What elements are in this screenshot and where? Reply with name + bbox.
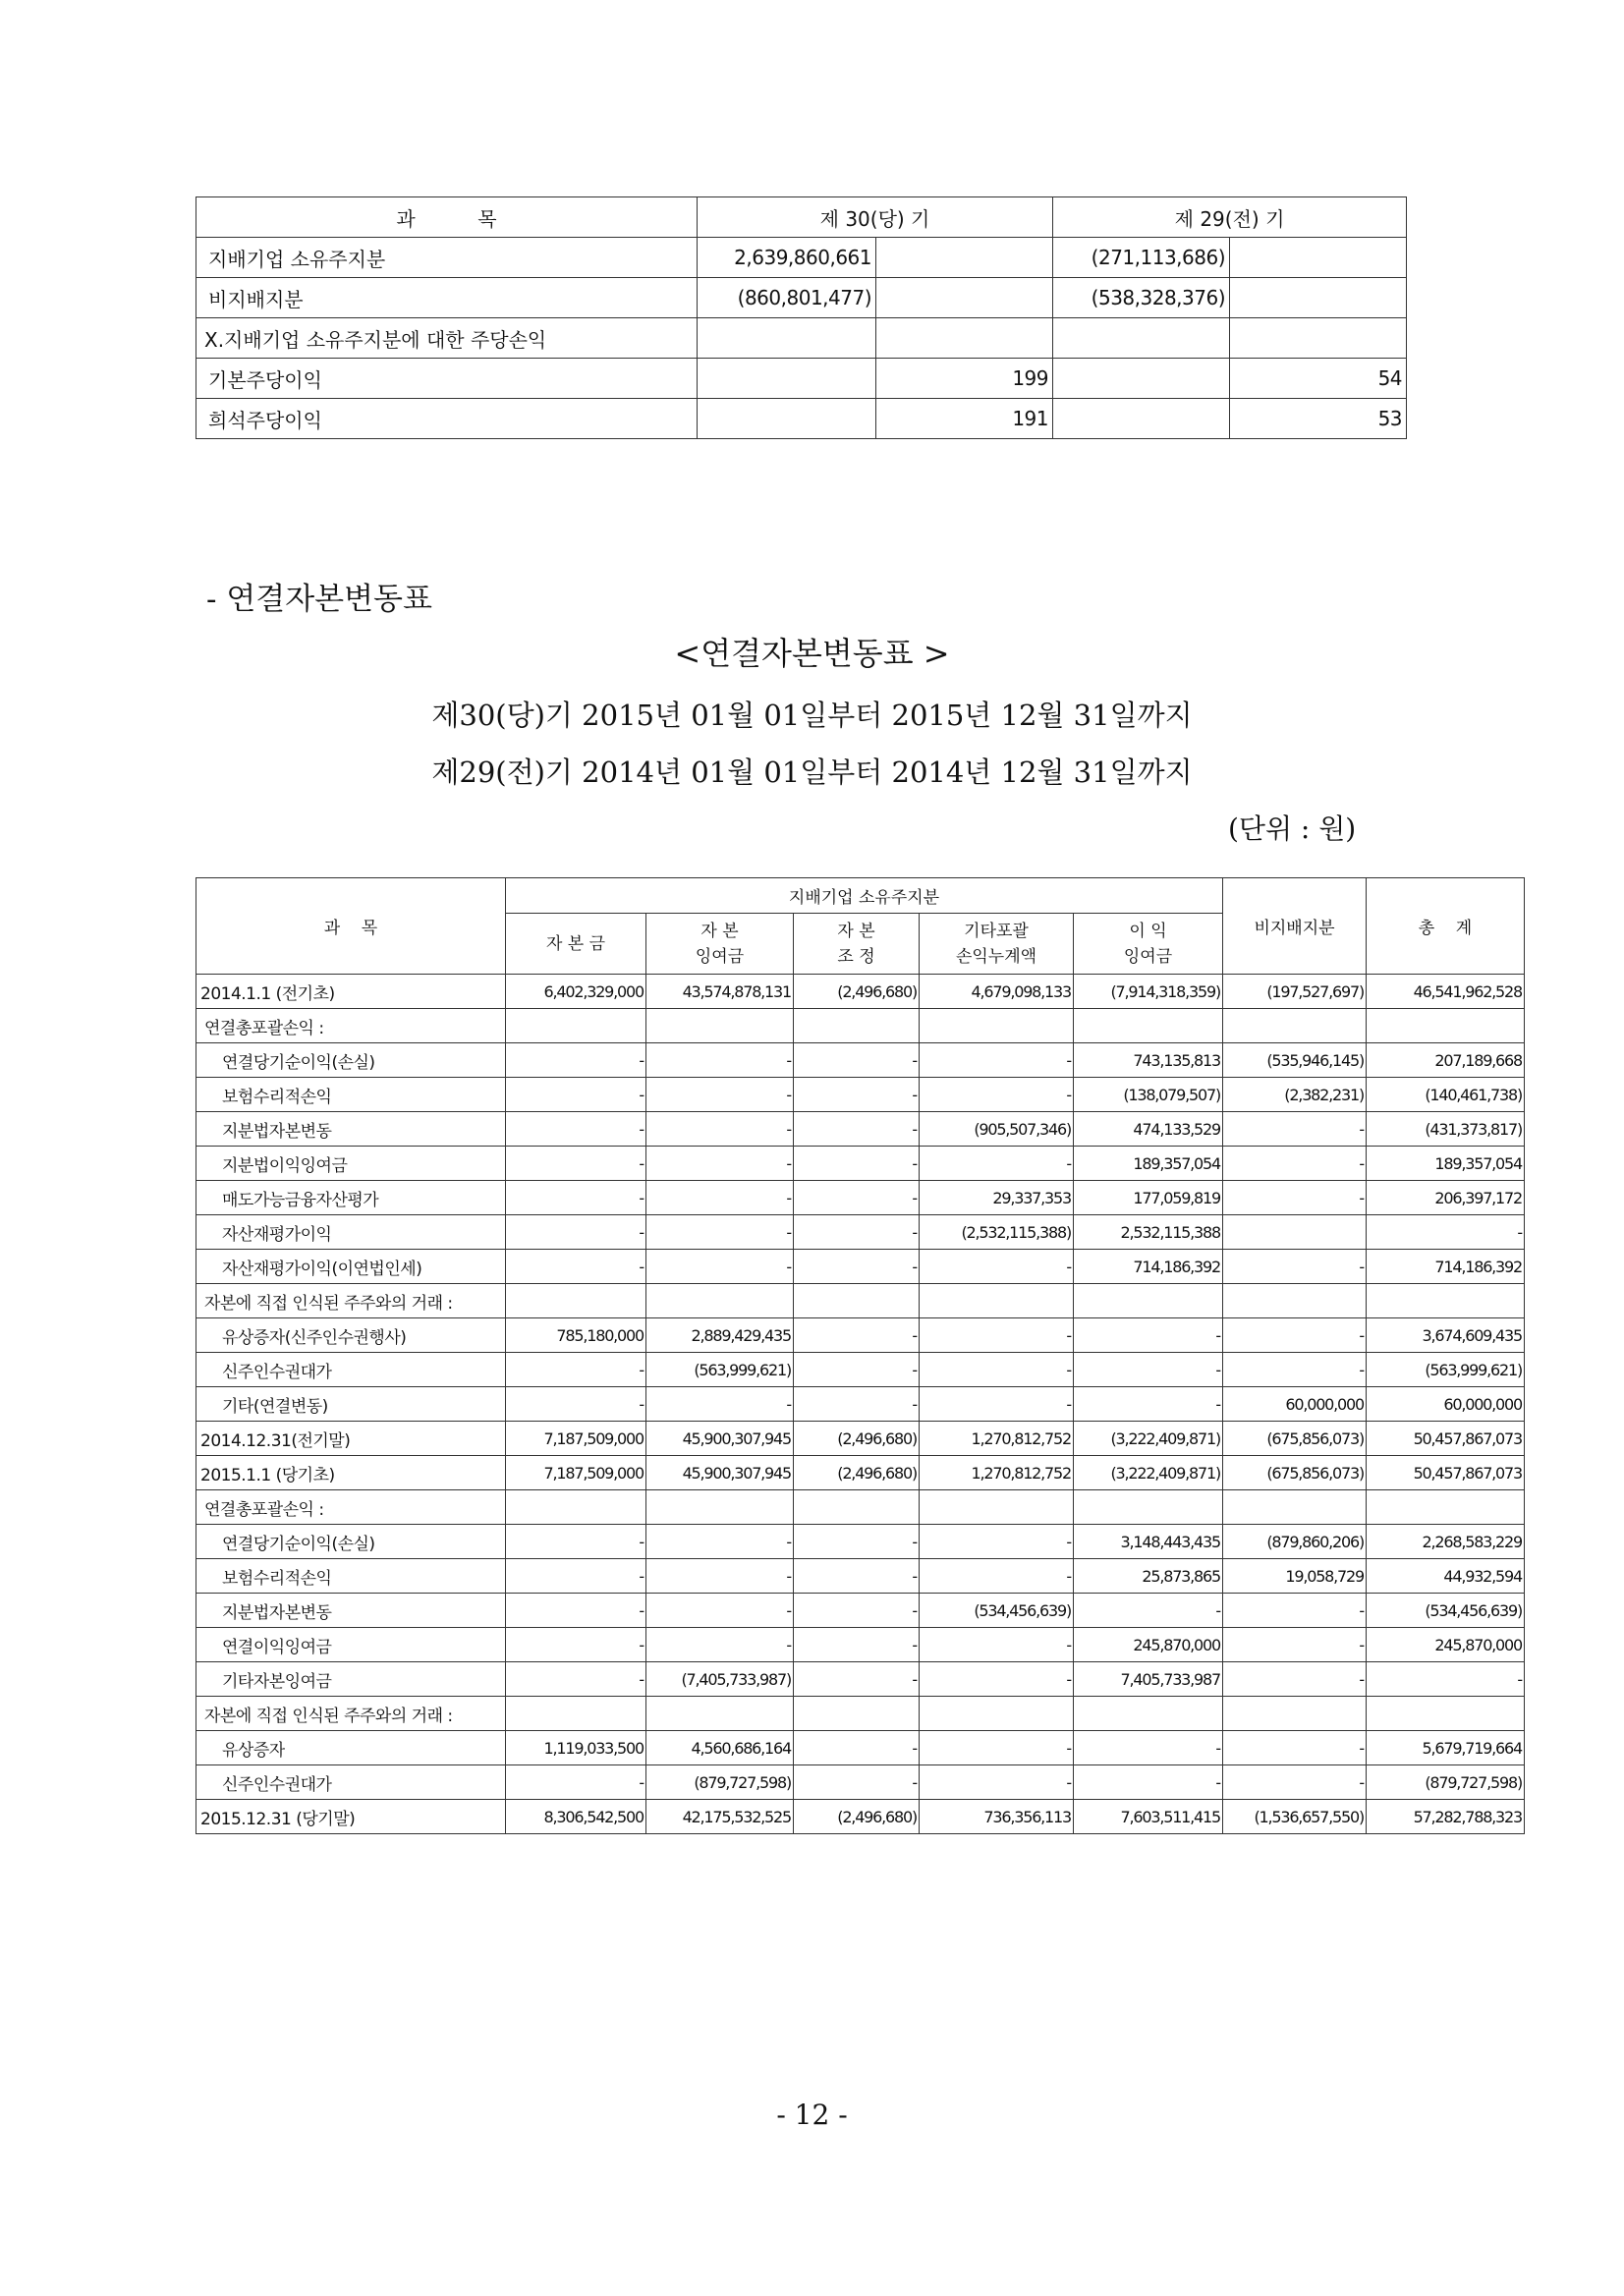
cell-non-controlling: (2,382,231) <box>1223 1078 1367 1112</box>
row-label: 2015.1.1 (당기초) <box>196 1456 506 1490</box>
cell-capital-adjustment: - <box>794 1147 920 1181</box>
equity-table-row <box>196 1594 1525 1628</box>
equity-table-row <box>196 1078 1525 1112</box>
header-controlling-interest: 지배기업 소유주지분 <box>506 878 1223 914</box>
row-label: 신주인수권대가 <box>196 1353 506 1387</box>
cell-non-controlling: - <box>1223 1594 1367 1628</box>
row-label: 자본에 직접 인식된 주주와의 거래 : <box>196 1697 506 1731</box>
header-capital-adjustment-line1: 자 본 <box>837 921 875 941</box>
cell-capital-adjustment: (2,496,680) <box>794 1456 920 1490</box>
header-capital-stock <box>506 914 646 975</box>
header-capital-stock-label: 자 본 금 <box>545 933 606 954</box>
statement-title: <연결자본변동표 > <box>674 635 950 672</box>
cell-retained-earnings: (138,079,507) <box>1074 1078 1223 1112</box>
equity-table-row <box>196 1353 1525 1387</box>
cell-retained-earnings: 189,357,054 <box>1074 1147 1223 1181</box>
equity-table-row <box>196 1318 1525 1353</box>
cell-capital-surplus: - <box>646 1043 794 1078</box>
cell-retained-earnings: 245,870,000 <box>1074 1628 1223 1662</box>
cell-retained-earnings: 743,135,813 <box>1074 1043 1223 1078</box>
cell-capital-stock: 1,119,033,500 <box>506 1731 646 1765</box>
header-retained-earnings-line1: 이 익 <box>1129 921 1167 941</box>
cell-capital-surplus: - <box>646 1628 794 1662</box>
cell-capital-stock: - <box>506 1525 646 1559</box>
cell-total <box>1367 1697 1525 1731</box>
cell-capital-surplus: 45,900,307,945 <box>646 1422 794 1456</box>
header-aoci-line2: 손익누계액 <box>955 946 1037 967</box>
cell-capital-stock: - <box>506 1628 646 1662</box>
cell-non-controlling: - <box>1223 1147 1367 1181</box>
cell-capital-adjustment: - <box>794 1628 920 1662</box>
current-value <box>876 238 1053 278</box>
cell-retained-earnings: 25,873,865 <box>1074 1559 1223 1594</box>
cell-aoci: - <box>920 1765 1074 1800</box>
cell-aoci: 1,270,812,752 <box>920 1422 1074 1456</box>
cell-aoci: - <box>920 1731 1074 1765</box>
cell-capital-adjustment: - <box>794 1112 920 1147</box>
cell-capital-adjustment <box>794 1490 920 1525</box>
cell-non-controlling <box>1223 1697 1367 1731</box>
header-capital-surplus-line2: 잉여금 <box>695 946 745 967</box>
cell-capital-surplus: - <box>646 1387 794 1422</box>
cell-total: 50,457,867,073 <box>1367 1422 1525 1456</box>
prior-value <box>1230 238 1407 278</box>
row-label: 연결이익잉여금 <box>196 1628 506 1662</box>
equity-table-row <box>196 1147 1525 1181</box>
cell-capital-surplus: (7,405,733,987) <box>646 1662 794 1697</box>
row-label: 자본에 직접 인식된 주주와의 거래 : <box>196 1284 506 1318</box>
cell-capital-adjustment: - <box>794 1731 920 1765</box>
current-sub-value <box>698 318 876 359</box>
header-capital-adjustment-line2: 조 정 <box>837 946 875 967</box>
cell-retained-earnings: - <box>1074 1731 1223 1765</box>
cell-total: - <box>1367 1215 1525 1250</box>
cell-capital-stock: - <box>506 1559 646 1594</box>
cell-non-controlling <box>1223 1490 1367 1525</box>
cell-aoci: 4,679,098,133 <box>920 975 1074 1009</box>
cell-aoci: - <box>920 1147 1074 1181</box>
cell-capital-adjustment: - <box>794 1559 920 1594</box>
cell-total: 207,189,668 <box>1367 1043 1525 1078</box>
cell-capital-stock <box>506 1009 646 1043</box>
equity-table-row <box>196 1731 1525 1765</box>
row-label: 보험수리적손익 <box>196 1078 506 1112</box>
cell-non-controlling: - <box>1223 1181 1367 1215</box>
row-label: 지분법자본변동 <box>196 1112 506 1147</box>
cell-non-controlling: - <box>1223 1353 1367 1387</box>
cell-capital-surplus <box>646 1697 794 1731</box>
cell-capital-stock: - <box>506 1250 646 1284</box>
cell-retained-earnings: - <box>1074 1353 1223 1387</box>
header-capital-surplus-line1: 자 본 <box>700 921 739 941</box>
cell-retained-earnings: (3,222,409,871) <box>1074 1422 1223 1456</box>
cell-capital-adjustment: (2,496,680) <box>794 975 920 1009</box>
cell-capital-stock: - <box>506 1181 646 1215</box>
row-label: 자산재평가이익(이연법인세) <box>196 1250 506 1284</box>
income-table-header <box>196 197 1407 238</box>
cell-capital-stock: 6,402,329,000 <box>506 975 646 1009</box>
cell-non-controlling: (535,946,145) <box>1223 1043 1367 1078</box>
equity-table-row <box>196 1765 1525 1800</box>
equity-header-row-1 <box>196 878 1525 914</box>
equity-table <box>196 877 1525 1834</box>
cell-capital-stock: - <box>506 1043 646 1078</box>
prior-value: 54 <box>1230 359 1407 399</box>
cell-capital-adjustment: - <box>794 1594 920 1628</box>
equity-table-row <box>196 975 1525 1009</box>
cell-aoci <box>920 1697 1074 1731</box>
cell-capital-adjustment <box>794 1284 920 1318</box>
cell-capital-adjustment: - <box>794 1078 920 1112</box>
row-label: 매도가능금융자산평가 <box>196 1181 506 1215</box>
cell-capital-surplus: - <box>646 1181 794 1215</box>
cell-retained-earnings <box>1074 1284 1223 1318</box>
cell-total: (431,373,817) <box>1367 1112 1525 1147</box>
cell-capital-adjustment: - <box>794 1250 920 1284</box>
cell-capital-adjustment: - <box>794 1318 920 1353</box>
income-table <box>196 196 1407 439</box>
cell-capital-stock: 7,187,509,000 <box>506 1422 646 1456</box>
cell-total: 2,268,583,229 <box>1367 1525 1525 1559</box>
equity-table-row <box>196 1181 1525 1215</box>
cell-capital-stock: - <box>506 1765 646 1800</box>
equity-table-row <box>196 1628 1525 1662</box>
current-value: 199 <box>876 359 1053 399</box>
cell-aoci: - <box>920 1250 1074 1284</box>
row-label: 연결총포괄손익 : <box>196 1009 506 1043</box>
page-number: - 12 - <box>776 2099 848 2131</box>
cell-capital-stock: - <box>506 1594 646 1628</box>
equity-table-row <box>196 1559 1525 1594</box>
cell-capital-surplus: 4,560,686,164 <box>646 1731 794 1765</box>
cell-aoci: - <box>920 1525 1074 1559</box>
cell-non-controlling: (197,527,697) <box>1223 975 1367 1009</box>
row-label: 유상증자(신주인수권행사) <box>196 1318 506 1353</box>
cell-capital-surplus: - <box>646 1525 794 1559</box>
row-label: 지분법자본변동 <box>196 1594 506 1628</box>
row-label: 지분법이익잉여금 <box>196 1147 506 1181</box>
equity-table-row <box>196 1009 1525 1043</box>
header-total: 총 계 <box>1367 878 1525 975</box>
cell-total: 189,357,054 <box>1367 1147 1525 1181</box>
cell-capital-surplus: 2,889,429,435 <box>646 1318 794 1353</box>
equity-table-row <box>196 1456 1525 1490</box>
cell-aoci: - <box>920 1559 1074 1594</box>
cell-capital-surplus: 43,574,878,131 <box>646 975 794 1009</box>
cell-non-controlling: - <box>1223 1112 1367 1147</box>
cell-total <box>1367 1284 1525 1318</box>
prior-sub-value <box>1053 359 1230 399</box>
equity-table-row <box>196 1422 1525 1456</box>
cell-total <box>1367 1009 1525 1043</box>
cell-capital-surplus <box>646 1009 794 1043</box>
cell-aoci: - <box>920 1043 1074 1078</box>
header-item: 과 목 <box>196 197 698 238</box>
current-value <box>876 278 1053 318</box>
row-label: 지배기업 소유주지분 <box>196 238 698 278</box>
cell-capital-stock <box>506 1490 646 1525</box>
prior-value <box>1230 278 1407 318</box>
cell-total <box>1367 1490 1525 1525</box>
row-label: 기타자본잉여금 <box>196 1662 506 1697</box>
equity-table-row <box>196 1662 1525 1697</box>
header-prior-period: 제 29(전) 기 <box>1053 197 1407 238</box>
cell-capital-surplus: - <box>646 1112 794 1147</box>
cell-non-controlling: (879,860,206) <box>1223 1525 1367 1559</box>
cell-non-controlling: - <box>1223 1765 1367 1800</box>
row-label: 희석주당이익 <box>196 399 698 439</box>
income-table-row <box>196 278 1407 318</box>
cell-capital-surplus: (563,999,621) <box>646 1353 794 1387</box>
row-label: 기본주당이익 <box>196 359 698 399</box>
cell-total: 245,870,000 <box>1367 1628 1525 1662</box>
cell-total: (563,999,621) <box>1367 1353 1525 1387</box>
cell-capital-surplus: - <box>646 1147 794 1181</box>
equity-table-row <box>196 1525 1525 1559</box>
header-non-controlling: 비지배지분 <box>1223 878 1367 975</box>
income-table-row <box>196 399 1407 439</box>
cell-aoci: - <box>920 1628 1074 1662</box>
cell-non-controlling <box>1223 1284 1367 1318</box>
cell-capital-stock <box>506 1697 646 1731</box>
cell-total: 60,000,000 <box>1367 1387 1525 1422</box>
section-title: - 연결자본변동표 <box>206 582 432 617</box>
cell-capital-adjustment: (2,496,680) <box>794 1422 920 1456</box>
cell-capital-surplus: - <box>646 1594 794 1628</box>
cell-aoci: 1,270,812,752 <box>920 1456 1074 1490</box>
cell-total: 44,932,594 <box>1367 1559 1525 1594</box>
cell-non-controlling: - <box>1223 1250 1367 1284</box>
unit-label: (단위 : 원) <box>1228 812 1357 845</box>
cell-capital-stock: - <box>506 1662 646 1697</box>
cell-non-controlling: - <box>1223 1662 1367 1697</box>
period-current: 제30(당)기 2015년 01월 01일부터 2015년 12월 31일까지 <box>431 699 1193 732</box>
header-item: 과 목 <box>196 878 506 975</box>
row-label: 유상증자 <box>196 1731 506 1765</box>
cell-retained-earnings: 474,133,529 <box>1074 1112 1223 1147</box>
current-sub-value: (860,801,477) <box>698 278 876 318</box>
cell-non-controlling: 60,000,000 <box>1223 1387 1367 1422</box>
header-aoci <box>920 914 1074 975</box>
equity-table-row <box>196 1284 1525 1318</box>
header-current-period: 제 30(당) 기 <box>698 197 1053 238</box>
cell-capital-surplus: - <box>646 1078 794 1112</box>
cell-non-controlling: - <box>1223 1731 1367 1765</box>
period-prior: 제29(전)기 2014년 01월 01일부터 2014년 12월 31일까지 <box>431 756 1193 789</box>
cell-retained-earnings: 7,405,733,987 <box>1074 1662 1223 1697</box>
row-label: 자산재평가이익 <box>196 1215 506 1250</box>
cell-non-controlling: (1,536,657,550) <box>1223 1800 1367 1834</box>
header-aoci-line1: 기타포괄 <box>964 921 1029 941</box>
row-label: 기타(연결변동) <box>196 1387 506 1422</box>
cell-capital-stock: - <box>506 1353 646 1387</box>
income-table-row <box>196 238 1407 278</box>
row-label: 연결당기순이익(손실) <box>196 1043 506 1078</box>
cell-total: 714,186,392 <box>1367 1250 1525 1284</box>
current-sub-value: 2,639,860,661 <box>698 238 876 278</box>
cell-retained-earnings <box>1074 1490 1223 1525</box>
cell-capital-surplus: - <box>646 1250 794 1284</box>
cell-total: 46,541,962,528 <box>1367 975 1525 1009</box>
header-retained-earnings <box>1074 914 1223 975</box>
cell-capital-adjustment: - <box>794 1662 920 1697</box>
cell-retained-earnings: 3,148,443,435 <box>1074 1525 1223 1559</box>
income-table-row <box>196 318 1407 359</box>
cell-retained-earnings: 714,186,392 <box>1074 1250 1223 1284</box>
cell-total: (140,461,738) <box>1367 1078 1525 1112</box>
equity-table-row <box>196 1112 1525 1147</box>
cell-total: 3,674,609,435 <box>1367 1318 1525 1353</box>
cell-aoci: - <box>920 1353 1074 1387</box>
prior-sub-value <box>1053 318 1230 359</box>
cell-capital-stock: - <box>506 1147 646 1181</box>
cell-total: 57,282,788,323 <box>1367 1800 1525 1834</box>
cell-capital-stock: 8,306,542,500 <box>506 1800 646 1834</box>
current-sub-value <box>698 399 876 439</box>
cell-capital-surplus: - <box>646 1215 794 1250</box>
equity-table-row <box>196 1697 1525 1731</box>
prior-sub-value: (538,328,376) <box>1053 278 1230 318</box>
cell-capital-stock: - <box>506 1112 646 1147</box>
header-retained-earnings-line2: 잉여금 <box>1123 946 1173 967</box>
prior-value <box>1230 318 1407 359</box>
cell-retained-earnings <box>1074 1697 1223 1731</box>
cell-total: - <box>1367 1662 1525 1697</box>
equity-table-row <box>196 1250 1525 1284</box>
equity-table-row <box>196 1800 1525 1834</box>
row-label: 비지배지분 <box>196 278 698 318</box>
header-capital-adjustment <box>794 914 920 975</box>
prior-sub-value: (271,113,686) <box>1053 238 1230 278</box>
cell-non-controlling: (675,856,073) <box>1223 1422 1367 1456</box>
row-label: 보험수리적손익 <box>196 1559 506 1594</box>
current-value <box>876 318 1053 359</box>
cell-capital-stock: - <box>506 1215 646 1250</box>
row-label: 신주인수권대가 <box>196 1765 506 1800</box>
cell-capital-surplus: (879,727,598) <box>646 1765 794 1800</box>
cell-non-controlling: (675,856,073) <box>1223 1456 1367 1490</box>
cell-aoci <box>920 1009 1074 1043</box>
cell-retained-earnings: (3,222,409,871) <box>1074 1456 1223 1490</box>
prior-value: 53 <box>1230 399 1407 439</box>
cell-retained-earnings: - <box>1074 1765 1223 1800</box>
cell-aoci: (2,532,115,388) <box>920 1215 1074 1250</box>
cell-retained-earnings: 2,532,115,388 <box>1074 1215 1223 1250</box>
cell-total: (534,456,639) <box>1367 1594 1525 1628</box>
cell-capital-stock <box>506 1284 646 1318</box>
cell-retained-earnings: 177,059,819 <box>1074 1181 1223 1215</box>
row-label: X.지배기업 소유주지분에 대한 주당손익 <box>196 318 698 359</box>
cell-capital-surplus <box>646 1284 794 1318</box>
cell-capital-adjustment <box>794 1009 920 1043</box>
cell-capital-surplus: 42,175,532,525 <box>646 1800 794 1834</box>
cell-capital-stock: 7,187,509,000 <box>506 1456 646 1490</box>
cell-aoci: - <box>920 1318 1074 1353</box>
cell-aoci: - <box>920 1078 1074 1112</box>
cell-capital-adjustment: - <box>794 1387 920 1422</box>
cell-total: (879,727,598) <box>1367 1765 1525 1800</box>
row-label: 2015.12.31 (당기말) <box>196 1800 506 1834</box>
cell-capital-adjustment: - <box>794 1181 920 1215</box>
cell-capital-stock: 785,180,000 <box>506 1318 646 1353</box>
cell-capital-adjustment: - <box>794 1215 920 1250</box>
cell-retained-earnings: - <box>1074 1318 1223 1353</box>
cell-retained-earnings: 7,603,511,415 <box>1074 1800 1223 1834</box>
cell-aoci: - <box>920 1387 1074 1422</box>
cell-aoci: 29,337,353 <box>920 1181 1074 1215</box>
cell-non-controlling <box>1223 1215 1367 1250</box>
cell-total: 50,457,867,073 <box>1367 1456 1525 1490</box>
equity-table-row <box>196 1490 1525 1525</box>
cell-capital-stock: - <box>506 1387 646 1422</box>
cell-aoci <box>920 1490 1074 1525</box>
income-table-row <box>196 359 1407 399</box>
cell-capital-adjustment: (2,496,680) <box>794 1800 920 1834</box>
cell-capital-surplus: 45,900,307,945 <box>646 1456 794 1490</box>
cell-capital-surplus <box>646 1490 794 1525</box>
equity-table-row <box>196 1215 1525 1250</box>
cell-total: 206,397,172 <box>1367 1181 1525 1215</box>
cell-non-controlling: 19,058,729 <box>1223 1559 1367 1594</box>
equity-table-row <box>196 1387 1525 1422</box>
cell-non-controlling: - <box>1223 1318 1367 1353</box>
cell-capital-adjustment <box>794 1697 920 1731</box>
cell-retained-earnings: - <box>1074 1594 1223 1628</box>
prior-sub-value <box>1053 399 1230 439</box>
cell-aoci: (905,507,346) <box>920 1112 1074 1147</box>
cell-capital-adjustment: - <box>794 1043 920 1078</box>
cell-capital-stock: - <box>506 1078 646 1112</box>
row-label: 2014.1.1 (전기초) <box>196 975 506 1009</box>
cell-retained-earnings: - <box>1074 1387 1223 1422</box>
cell-non-controlling <box>1223 1009 1367 1043</box>
cell-aoci: - <box>920 1662 1074 1697</box>
cell-retained-earnings: (7,914,318,359) <box>1074 975 1223 1009</box>
row-label: 연결당기순이익(손실) <box>196 1525 506 1559</box>
row-label: 연결총포괄손익 : <box>196 1490 506 1525</box>
cell-aoci <box>920 1284 1074 1318</box>
cell-retained-earnings <box>1074 1009 1223 1043</box>
cell-non-controlling: - <box>1223 1628 1367 1662</box>
current-sub-value <box>698 359 876 399</box>
header-capital-surplus <box>646 914 794 975</box>
cell-capital-adjustment: - <box>794 1525 920 1559</box>
equity-table-row <box>196 1043 1525 1078</box>
cell-capital-adjustment: - <box>794 1765 920 1800</box>
cell-capital-surplus: - <box>646 1559 794 1594</box>
cell-aoci: (534,456,639) <box>920 1594 1074 1628</box>
current-value: 191 <box>876 399 1053 439</box>
cell-capital-adjustment: - <box>794 1353 920 1387</box>
cell-total: 5,679,719,664 <box>1367 1731 1525 1765</box>
cell-aoci: 736,356,113 <box>920 1800 1074 1834</box>
row-label: 2014.12.31(전기말) <box>196 1422 506 1456</box>
